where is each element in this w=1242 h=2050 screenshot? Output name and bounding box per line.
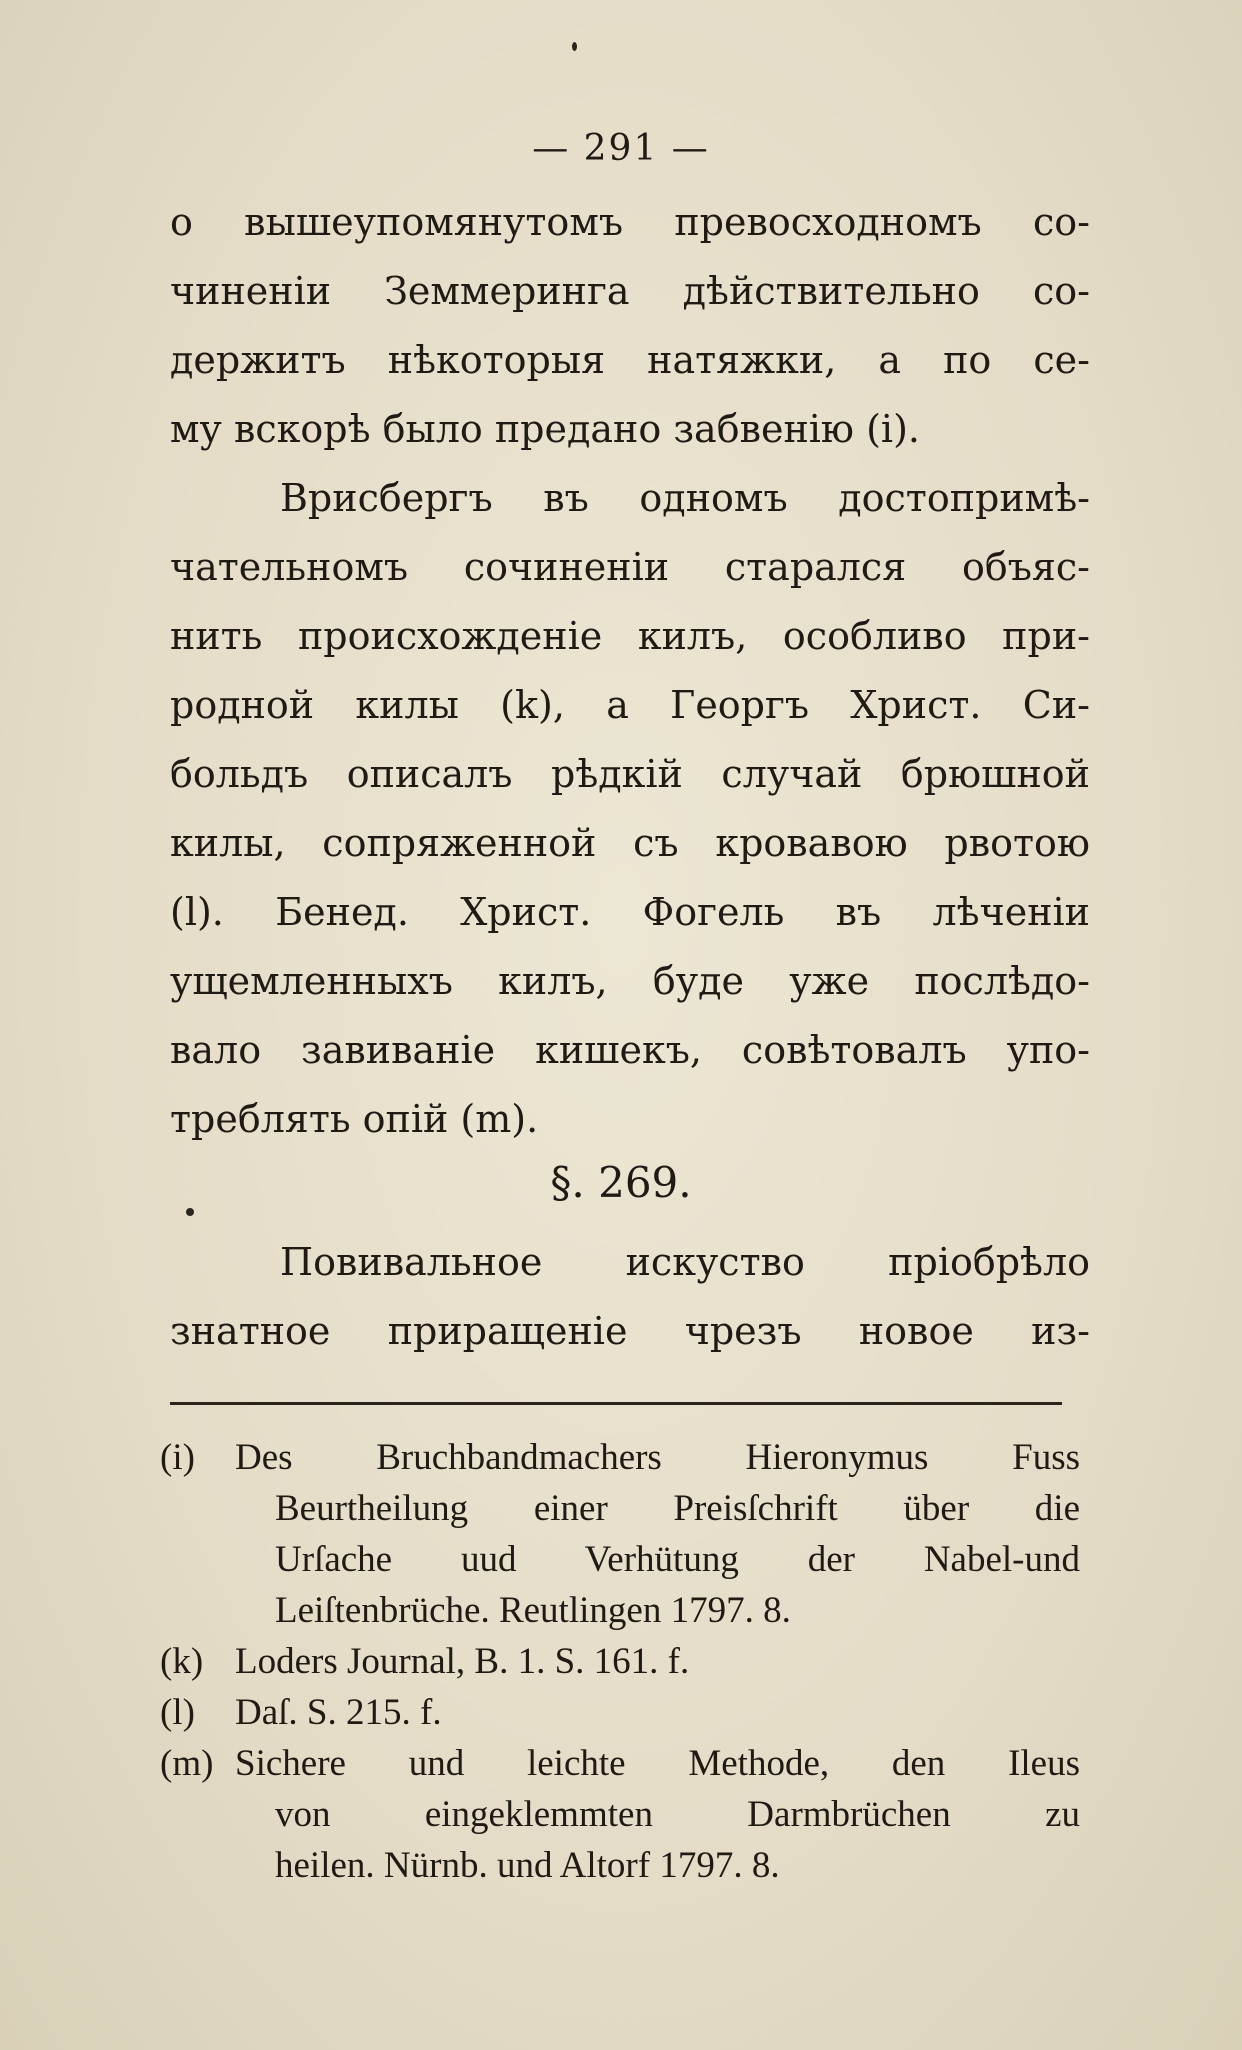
footnote-i xyxy=(160,1432,1080,1636)
text-line: Повивальное искуство пріобрѣло xyxy=(280,1240,1090,1284)
footnote-rule xyxy=(170,1402,1062,1405)
text-line: чательномъ сочиненіи старался объяс- xyxy=(170,545,1090,589)
footnote-line: heilen. Nürnb. und Altorf 1797. 8. xyxy=(275,1845,780,1886)
footnote-mark: (k) xyxy=(160,1641,204,1682)
footnote-line: Urſache uud Verhütung der Nabel-und xyxy=(275,1539,1080,1580)
text-line: держитъ нѣкоторыя натяжки, а по се- xyxy=(170,338,1090,382)
footnote-k xyxy=(160,1636,1080,1687)
footnote-mark: (l) xyxy=(160,1692,195,1733)
footnote-line: Des Bruchbandmachers Hieronymus Fuss xyxy=(235,1437,1080,1478)
section-heading: §. 269. xyxy=(550,1158,692,1207)
footnote-mark: (i) xyxy=(160,1437,195,1478)
ink-speck xyxy=(186,1208,194,1216)
footnote-line: Sichere und leichte Methode, den Ileus xyxy=(235,1743,1080,1784)
paragraph-3 xyxy=(170,1228,1090,1366)
footnote-mark: (m) xyxy=(160,1743,214,1784)
footnote-line: Daſ. S. 215. f. xyxy=(235,1692,442,1733)
text-line: родной килы (k), а Георгъ Христ. Си- xyxy=(170,683,1090,727)
footnote-text xyxy=(235,1636,1080,1687)
text-line: чиненіи Земмеринга дѣйствительно со- xyxy=(170,269,1090,313)
text-line: вало завиваніе кишекъ, совѣтовалъ упо- xyxy=(170,1028,1090,1072)
text-line: килы, сопряженной съ кровавою рвотою xyxy=(170,821,1090,865)
text-line: Врисбергъ въ одномъ достопримѣ- xyxy=(280,476,1090,520)
footnote-line: von eingeklemmten Darmbrüchen zu xyxy=(275,1794,1080,1835)
footnote-text xyxy=(235,1432,1080,1636)
footnote-text xyxy=(235,1738,1080,1891)
text-line: треблять опій (m). xyxy=(170,1097,539,1141)
text-line: му вскорѣ было предано забвенію (i). xyxy=(170,407,920,451)
text-line: больдъ описалъ рѣдкій случай брюшной xyxy=(170,752,1090,796)
paragraph-1 xyxy=(170,188,1090,1154)
footnote-text xyxy=(235,1687,1080,1738)
text-line: нить происхожденіе килъ, особливо при- xyxy=(170,614,1090,658)
text-line: знатное приращеніе чрезъ новое из- xyxy=(170,1309,1090,1353)
footnote-line: Loders Journal, B. 1. S. 161. f. xyxy=(235,1641,690,1682)
text-line: (l). Бенед. Христ. Фогель въ лѣченіи xyxy=(170,890,1090,934)
footnotes xyxy=(160,1432,1080,1891)
ink-speck xyxy=(572,42,577,51)
page-number: — 291 — xyxy=(532,128,710,169)
footnote-m xyxy=(160,1738,1080,1891)
footnote-line: Leiſtenbrüche. Reutlingen 1797. 8. xyxy=(275,1590,791,1631)
footnote-l xyxy=(160,1687,1080,1738)
text-line: о вышеупомянутомъ превосходномъ со- xyxy=(170,200,1090,244)
footnote-line: Beurtheilung einer Preisſchrift über die xyxy=(275,1488,1080,1529)
text-line: ущемленныхъ килъ, буде уже послѣдо- xyxy=(170,959,1090,1003)
